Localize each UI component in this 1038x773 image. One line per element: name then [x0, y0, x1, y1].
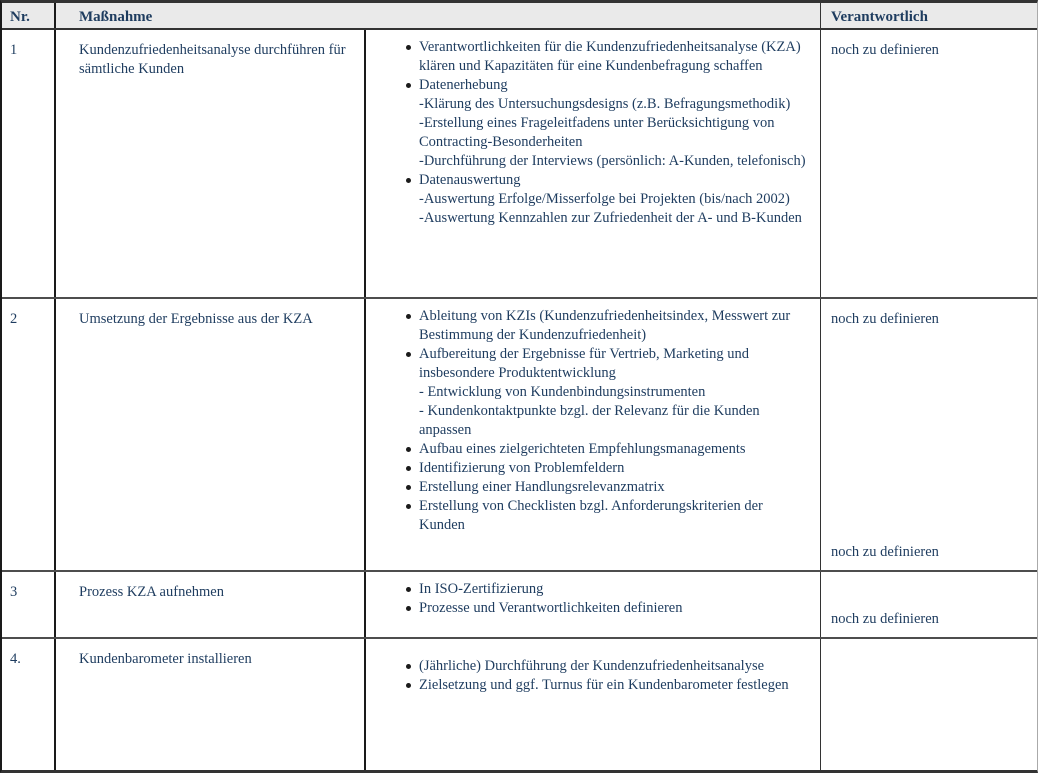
detail-item	[406, 497, 810, 535]
detail-line: -Klärung des Untersuchungsdesigns (z.B. Befragungsmethodik)	[419, 96, 791, 112]
table-row	[2, 30, 1037, 299]
detail-line: Datenauswertung	[419, 172, 521, 188]
row-number: 2	[10, 311, 18, 327]
table-row	[2, 572, 1037, 639]
detail-line: (Jährliche) Durchführung der Kundenzufriedenheitsanalyse	[419, 658, 765, 674]
details-list	[406, 307, 810, 535]
detail-line: Verantwortlichkeiten für die Kundenzufriedenheitsanalyse (KZA) klären und Kapazitäten für eine Kundenbefragung schaffen	[419, 39, 801, 74]
verantwortlich-cell	[821, 639, 1037, 770]
detail-line: Zielsetzung und ggf. Turnus für ein Kundenbarometer festlegen	[419, 677, 789, 693]
detail-item	[406, 76, 810, 171]
verantwortlich-column-header	[821, 3, 1037, 28]
nr-column-header	[2, 3, 56, 28]
detail-line: Erstellung von Checklisten bzgl. Anforderungskriterien der Kunden	[419, 498, 763, 533]
verantwortlich-note	[831, 583, 1029, 602]
detail-item	[406, 459, 810, 478]
verantwortlich-note	[831, 650, 1029, 669]
details-cell	[366, 30, 821, 297]
detail-line: -Erstellung eines Frageleitfadens unter Berücksichtigung von Contracting-Besonderheiten	[419, 115, 775, 150]
details-cell	[366, 572, 821, 637]
nr-header-label: Nr.	[10, 9, 30, 25]
massnahme-cell	[56, 30, 366, 297]
detail-line: Erstellung einer Handlungsrelevanzmatrix	[419, 479, 665, 495]
verantwortlich-header-label: Verantwortlich	[831, 9, 928, 25]
details-list	[406, 38, 810, 228]
detail-item	[406, 580, 810, 599]
verantwortlich-note: noch zu definieren	[831, 42, 939, 58]
massnahme-text: Kundenzufriedenheitsanalyse durchführen für sämtliche Kunden	[79, 42, 346, 77]
detail-line: Prozesse und Verantwortlichkeiten definieren	[419, 600, 683, 616]
details-cell	[366, 639, 821, 770]
verantwortlich-cell	[821, 30, 1037, 297]
detail-line: In ISO-Zertifizierung	[419, 581, 544, 597]
nr-cell	[2, 299, 56, 570]
table-header-row	[2, 3, 1037, 30]
detail-item	[406, 440, 810, 459]
detail-item	[406, 599, 810, 618]
massnahme-text: Kundenbarometer installieren	[79, 651, 252, 667]
details-cell	[366, 299, 821, 570]
detail-item	[406, 171, 810, 228]
detail-item	[406, 38, 810, 76]
detail-line: Aufbereitung der Ergebnisse für Vertrieb, Marketing und insbesondere Produktentwicklung	[419, 346, 750, 381]
massnahme-cell	[56, 299, 366, 570]
detail-item	[406, 345, 810, 440]
detail-line: Ableitung von KZIs (Kundenzufriedenheitsindex, Messwert zur Bestimmung der Kundenzufriedenheit)	[419, 308, 791, 343]
details-list	[406, 657, 810, 695]
table-row	[2, 299, 1037, 572]
verantwortlich-note: noch zu definieren	[831, 611, 939, 627]
detail-line: Identifizierung von Problemfeldern	[419, 460, 625, 476]
massnahme-cell	[56, 639, 366, 770]
row-number: 1	[10, 42, 18, 58]
detail-item	[406, 657, 810, 676]
detail-line: - Kundenkontaktpunkte bzgl. der Relevanz für die Kunden anpassen	[419, 403, 760, 438]
detail-line: - Entwicklung von Kundenbindungsinstrumenten	[419, 384, 706, 400]
massnahme-text: Umsetzung der Ergebnisse aus der KZA	[79, 311, 313, 327]
massnahme-text: Prozess KZA aufnehmen	[79, 584, 224, 600]
massnahme-header-label: Maßnahme	[79, 9, 153, 25]
detail-line: Aufbau eines zielgerichteten Empfehlungsmanagements	[419, 441, 746, 457]
verantwortlich-note: noch zu definieren	[831, 544, 939, 560]
detail-item	[406, 307, 810, 345]
verantwortlich-note: noch zu definieren	[831, 311, 939, 327]
massnahme-cell	[56, 572, 366, 637]
massnahme-column-header	[56, 3, 821, 28]
verantwortlich-cell	[821, 299, 1037, 570]
nr-cell	[2, 639, 56, 770]
verantwortlich-cell	[821, 572, 1037, 637]
detail-line: -Auswertung Kennzahlen zur Zufriedenheit der A- und B-Kunden	[419, 210, 802, 226]
detail-line: Datenerhebung	[419, 77, 508, 93]
verantwortlich-note	[831, 270, 1029, 289]
details-list	[406, 580, 810, 618]
detail-line: -Auswertung Erfolge/Misserfolge bei Projekten (bis/nach 2002)	[419, 191, 790, 207]
detail-line: -Durchführung der Interviews (persönlich: A-Kunden, telefonisch)	[419, 153, 806, 169]
nr-cell	[2, 572, 56, 637]
detail-item	[406, 478, 810, 497]
nr-cell	[2, 30, 56, 297]
detail-item	[406, 676, 810, 695]
table-row	[2, 639, 1037, 770]
row-number: 4.	[10, 651, 21, 667]
row-number: 3	[10, 584, 18, 600]
verantwortlich-note	[831, 743, 1029, 762]
